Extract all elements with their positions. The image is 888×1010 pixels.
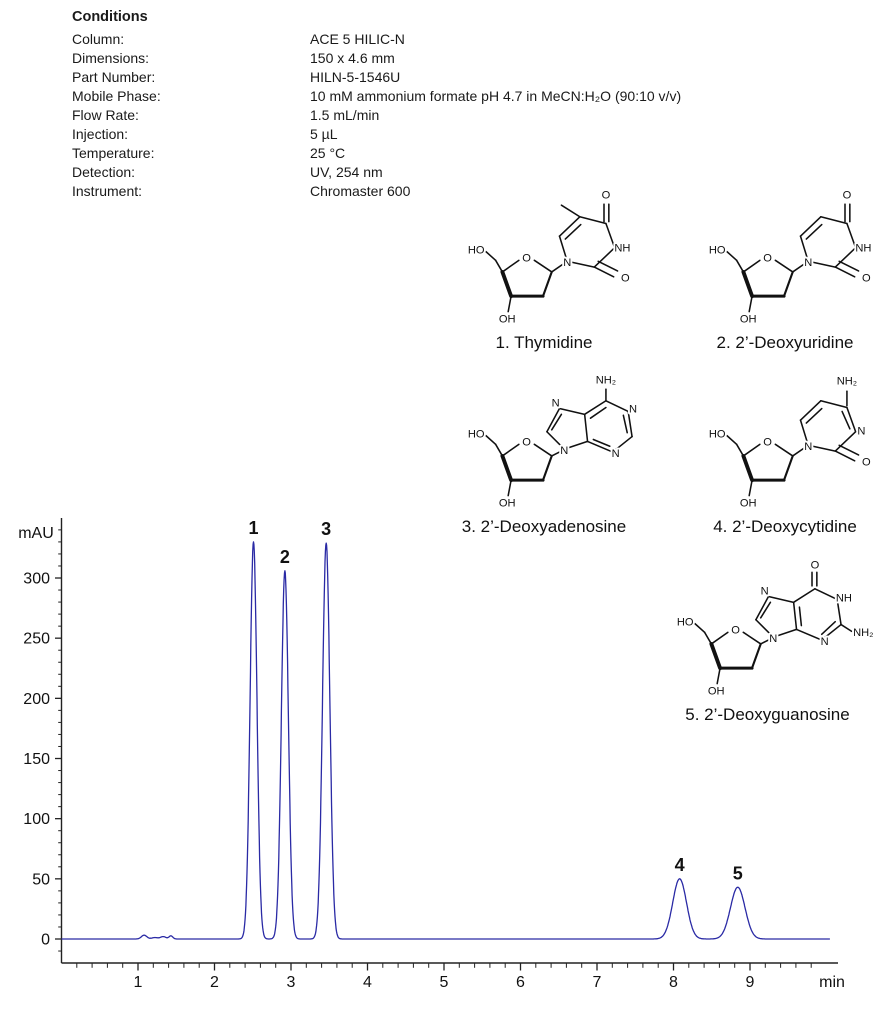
condition-row — [72, 30, 681, 49]
bond-line — [821, 401, 847, 408]
bond-line — [749, 296, 752, 311]
bond-line — [847, 224, 856, 248]
structure-caption: 2. 2’-Deoxyuridine — [716, 333, 854, 352]
structure-caption: 4. 2’-Deoxycytidine — [713, 517, 857, 536]
condition-value: ACE 5 HILIC-N — [310, 31, 405, 47]
y-tick-label: 200 — [23, 690, 50, 708]
y-axis-unit-label: mAU — [18, 525, 54, 542]
bond-line — [580, 217, 606, 224]
bond-line — [543, 272, 552, 296]
atom-label: O — [522, 252, 531, 265]
atom-label: NH₂ — [836, 375, 858, 388]
condition-row — [72, 49, 681, 68]
atom-label: N — [551, 397, 560, 410]
atom-label: HO — [708, 244, 726, 257]
bond-line — [727, 436, 737, 445]
structure-caption: 5. 2’-Deoxyguanosine — [685, 705, 850, 724]
molecule-structure-thymidine — [447, 180, 641, 330]
atom-label: O — [620, 272, 630, 285]
atom-label: HO — [708, 428, 726, 441]
atom-label: HO — [467, 244, 485, 257]
condition-label: Detection: — [72, 164, 136, 180]
bond-line — [508, 480, 511, 495]
peak-number-label: 3 — [321, 519, 332, 540]
bond-line — [496, 260, 503, 272]
bond-line — [737, 444, 744, 456]
bond-line — [552, 414, 562, 429]
bond-line — [835, 267, 854, 277]
bond-line — [508, 296, 511, 311]
bond-line — [496, 444, 503, 456]
bond-line — [847, 408, 856, 432]
peak-number-label: 5 — [732, 863, 743, 884]
bond-line — [606, 224, 615, 248]
atom-label: NH — [855, 242, 872, 255]
condition-row — [72, 106, 681, 125]
atom-label: N — [804, 257, 813, 270]
bond-line — [743, 456, 752, 480]
atom-label: O — [810, 559, 820, 572]
x-tick-label: 7 — [592, 974, 602, 991]
bond-line — [559, 409, 584, 415]
atom-label: NH₂ — [595, 374, 617, 387]
chromatogram-panel — [0, 505, 888, 1010]
atom-label: NH — [835, 592, 852, 605]
condition-label: Mobile Phase: — [72, 88, 161, 104]
bond-line — [594, 267, 613, 277]
atom-label: N — [611, 447, 620, 460]
condition-label: Part Number: — [72, 69, 156, 85]
atom-label: O — [601, 189, 611, 202]
atom-label: N — [563, 257, 572, 270]
structure-caption: 3. 2’-Deoxyadenosine — [461, 517, 627, 536]
x-tick-label: 9 — [745, 974, 755, 991]
y-tick-label: 300 — [23, 570, 50, 588]
bond-line — [784, 456, 793, 480]
y-tick-label: 0 — [41, 931, 50, 949]
conditions-rows — [72, 30, 681, 201]
x-tick-label: 6 — [516, 974, 525, 991]
bond-line — [502, 456, 511, 480]
atom-label: N — [560, 445, 569, 457]
y-tick-label: 250 — [23, 630, 50, 648]
atom-label: NH₂ — [853, 627, 874, 640]
atom-label: OH — [707, 685, 725, 698]
bond-line — [800, 217, 820, 236]
bond-line — [839, 261, 858, 271]
bond-line — [534, 260, 551, 272]
x-tick-label: 5 — [439, 974, 449, 991]
structure-figure-deoxyuridine — [688, 180, 882, 353]
bond-line — [727, 252, 737, 261]
bond-line — [743, 260, 759, 272]
condition-value: 10 mM ammonium formate pH 4.7 in MeCN:H₂O (90:10 v/v) — [310, 88, 682, 104]
atom-label: N — [760, 585, 769, 598]
y-tick-label: 150 — [23, 751, 50, 769]
bond-line — [585, 401, 606, 415]
molecule-structure-deoxyuridine — [688, 180, 882, 330]
atom-label: O — [861, 272, 871, 285]
atom-label: O — [763, 436, 772, 449]
atom-label: O — [763, 252, 772, 265]
chromatogram-trace — [62, 542, 830, 939]
condition-label: Temperature: — [72, 145, 155, 161]
bond-line — [808, 445, 835, 451]
condition-value: UV, 254 nm — [310, 164, 383, 180]
x-tick-label: 4 — [363, 974, 372, 991]
molecule-structure-deoxyadenosine — [447, 364, 641, 514]
x-tick-label: 3 — [286, 974, 296, 991]
peak-number-label: 4 — [674, 854, 685, 875]
bond-line — [486, 436, 496, 445]
bond-line — [543, 456, 552, 480]
atom-label: O — [861, 456, 871, 469]
condition-label: Column: — [72, 31, 125, 47]
condition-value: 5 µL — [310, 126, 338, 142]
chromatogram-plot — [0, 505, 888, 1005]
condition-label: Flow Rate: — [72, 107, 139, 123]
condition-label: Instrument: — [72, 183, 143, 199]
bond-line — [502, 272, 511, 296]
bond-line — [821, 217, 847, 224]
atom-label: O — [842, 189, 852, 202]
bond-line — [598, 261, 617, 271]
atom-label: HO — [676, 616, 694, 629]
bond-line — [606, 401, 628, 412]
atom-label: N — [857, 425, 866, 438]
condition-label: Dimensions: — [72, 50, 150, 66]
y-tick-label: 50 — [32, 871, 50, 889]
atom-label: NH — [614, 242, 631, 255]
atom-label: OH — [739, 497, 757, 510]
structure-caption: 1. Thymidine — [495, 333, 593, 352]
condition-value: 25 °C — [310, 145, 346, 161]
structure-figure-thymidine — [447, 180, 641, 353]
bond-line — [775, 260, 792, 272]
peak-number-label: 1 — [248, 517, 259, 538]
x-tick-label: 2 — [210, 974, 219, 991]
atom-label: OH — [739, 313, 757, 326]
bond-line — [585, 414, 588, 441]
bond-line — [743, 272, 752, 296]
bond-line — [502, 260, 518, 272]
bond-line — [806, 225, 821, 240]
atom-label: O — [731, 624, 740, 637]
bond-line — [559, 217, 579, 236]
x-axis-unit-label: min — [819, 974, 845, 991]
x-tick-label: 1 — [133, 974, 143, 991]
peak-number-label: 2 — [279, 546, 290, 567]
y-tick-label: 100 — [23, 811, 50, 829]
conditions-title: Conditions — [72, 9, 148, 25]
bond-line — [806, 409, 821, 424]
bond-line — [623, 415, 627, 432]
bond-line — [567, 261, 594, 267]
condition-value: 1.5 mL/min — [310, 107, 380, 123]
bond-line — [502, 444, 518, 456]
bond-line — [534, 444, 551, 456]
condition-value: 150 x 4.6 mm — [310, 50, 395, 66]
atom-label: N — [804, 441, 813, 454]
condition-row — [72, 68, 681, 87]
bond-line — [565, 225, 580, 240]
x-tick-label: 8 — [669, 974, 678, 991]
condition-row — [72, 87, 681, 106]
bond-line — [835, 451, 854, 461]
condition-value: Chromaster 600 — [310, 183, 411, 199]
bond-line — [775, 444, 792, 456]
bond-line — [800, 401, 820, 420]
condition-row — [72, 125, 681, 144]
atom-label: O — [522, 436, 531, 449]
molecule-structure-deoxycytidine — [688, 364, 882, 514]
bond-line — [808, 261, 835, 267]
atom-label: OH — [498, 497, 516, 510]
condition-label: Injection: — [72, 126, 129, 142]
conditions-panel — [72, 8, 681, 201]
condition-row — [72, 144, 681, 163]
bond-line — [743, 444, 759, 456]
bond-line — [561, 205, 579, 217]
bond-line — [737, 260, 744, 272]
bond-line — [839, 445, 858, 455]
bond-line — [749, 480, 752, 495]
atom-label: OH — [498, 313, 516, 326]
atom-label: HO — [467, 428, 485, 441]
bond-line — [784, 272, 793, 296]
atom-label: N — [629, 403, 638, 416]
atom-label: N — [769, 633, 778, 645]
atom-label: N — [820, 635, 829, 648]
condition-value: HILN-5-1546U — [310, 69, 401, 85]
bond-line — [486, 252, 496, 261]
